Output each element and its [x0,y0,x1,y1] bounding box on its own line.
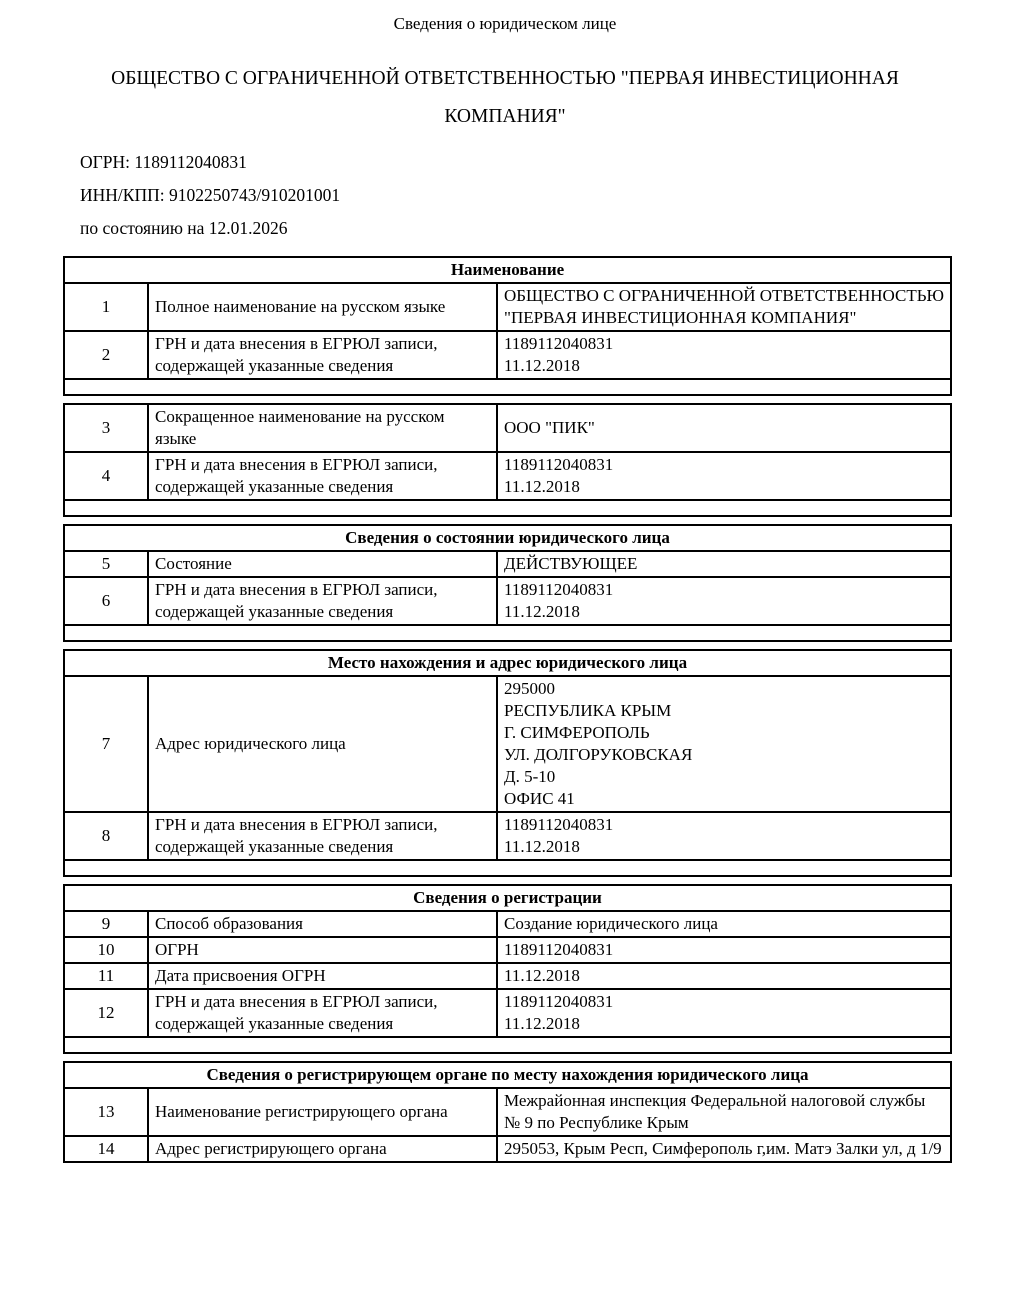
company-name-heading: ОБЩЕСТВО С ОГРАНИЧЕННОЙ ОТВЕТСТВЕННОСТЬЮ "ПЕРВАЯ ИНВЕСТИЦИОННАЯ КОМПАНИЯ" [111,68,899,127]
value-line: Создание юридического лица [504,914,718,933]
value-line: 1189112040831 [504,992,614,1011]
table-row [64,963,951,989]
section-title: Сведения о регистрирующем органе по месту нахождения юридического лица [64,1062,951,1088]
row-value [497,812,951,860]
row-label: Состояние [148,551,497,577]
row-number: 9 [64,911,148,937]
value-line: 11.12.2018 [504,837,580,856]
spacer-cell [64,379,951,395]
value-line: УЛ. ДОЛГОРУКОВСКАЯ [504,745,693,764]
row-number: 8 [64,812,148,860]
value-line: РЕСПУБЛИКА КРЫМ [504,701,672,720]
value-line: 295053, Крым Респ, Симферополь г,им. Матэ Залки ул, д 1/9 [504,1139,942,1158]
row-value [497,577,951,625]
table-row [64,283,951,331]
value-line: ДЕЙСТВУЮЩЕЕ [504,554,638,573]
section-table [63,649,952,877]
row-value [497,989,951,1037]
ogrn-line: ОГРН: 1189112040831 [80,152,247,172]
row-number: 2 [64,331,148,379]
section-title: Сведения о состоянии юридического лица [64,525,951,551]
row-number: 11 [64,963,148,989]
value-line: 1189112040831 [504,580,614,599]
spacer-row [64,625,951,641]
section-table [63,256,952,396]
row-value [497,963,951,989]
value-line: 1189112040831 [504,815,614,834]
row-label: Адрес регистрирующего органа [148,1136,497,1162]
row-label: ОГРН [148,937,497,963]
value-line: ООО "ПИК" [504,418,595,437]
row-value [497,911,951,937]
spacer-cell [64,625,951,641]
section-title: Наименование [64,257,951,283]
row-number: 5 [64,551,148,577]
as-of-date-line: по состоянию на 12.01.2026 [80,218,288,238]
table-row [64,1136,951,1162]
spacer-cell [64,1037,951,1053]
row-label: ГРН и дата внесения в ЕГРЮЛ записи, содержащей указанные сведения [148,577,497,625]
value-line: 1189112040831 [504,940,614,959]
row-number: 14 [64,1136,148,1162]
inn-kpp-line: ИНН/КПП: 9102250743/910201001 [80,185,341,205]
section-title: Место нахождения и адрес юридического лица [64,650,951,676]
section-title: Сведения о регистрации [64,885,951,911]
row-number: 3 [64,404,148,452]
section-table [63,403,952,517]
spacer-row [64,860,951,876]
value-line: 11.12.2018 [504,966,580,985]
value-line: 295000 [504,679,555,698]
row-number: 4 [64,452,148,500]
row-value [497,937,951,963]
row-value [497,331,951,379]
value-line: 1189112040831 [504,455,614,474]
section-table [63,1061,952,1163]
value-line: Д. 5-10 [504,767,556,786]
row-label: Полное наименование на русском языке [148,283,497,331]
row-value [497,404,951,452]
table-row [64,937,951,963]
row-number: 6 [64,577,148,625]
table-row [64,404,951,452]
value-line: 1189112040831 [504,334,614,353]
value-line: Межрайонная инспекция Федеральной налоговой службы № 9 по Республике Крым [504,1091,926,1132]
row-label: Наименование регистрирующего органа [148,1088,497,1136]
value-line: Г. СИМФЕРОПОЛЬ [504,723,650,742]
value-line: 11.12.2018 [504,477,580,496]
document-title: Сведения о юридическом лице [393,14,617,33]
value-line: 11.12.2018 [504,602,580,621]
row-value [497,452,951,500]
row-label: Способ образования [148,911,497,937]
section-header-row [64,885,951,911]
row-label: ГРН и дата внесения в ЕГРЮЛ записи, содержащей указанные сведения [148,989,497,1037]
sections-container [63,256,952,1163]
row-value [497,1136,951,1162]
row-label: Сокращенное наименование на русском языке [148,404,497,452]
value-line: 11.12.2018 [504,356,580,375]
value-line: ОБЩЕСТВО С ОГРАНИЧЕННОЙ ОТВЕТСТВЕННОСТЬЮ "ПЕРВАЯ ИНВЕСТИЦИОННАЯ КОМПАНИЯ" [504,286,944,327]
section-header-row [64,650,951,676]
row-label: Адрес юридического лица [148,676,497,812]
table-row [64,989,951,1037]
row-number: 7 [64,676,148,812]
row-label: ГРН и дата внесения в ЕГРЮЛ записи, содержащей указанные сведения [148,812,497,860]
section-header-row [64,525,951,551]
row-value [497,283,951,331]
spacer-row [64,379,951,395]
table-row [64,577,951,625]
spacer-cell [64,500,951,516]
value-line: 11.12.2018 [504,1014,580,1033]
section-header-row [64,257,951,283]
spacer-cell [64,860,951,876]
table-row [64,551,951,577]
row-number: 1 [64,283,148,331]
row-number: 10 [64,937,148,963]
meta-block [80,146,1010,245]
row-label: ГРН и дата внесения в ЕГРЮЛ записи, содержащей указанные сведения [148,452,497,500]
value-line: ОФИС 41 [504,789,575,808]
table-row [64,676,951,812]
section-table [63,524,952,642]
spacer-row [64,1037,951,1053]
table-row [64,911,951,937]
row-label: Дата присвоения ОГРН [148,963,497,989]
row-label: ГРН и дата внесения в ЕГРЮЛ записи, содержащей указанные сведения [148,331,497,379]
table-row [64,331,951,379]
row-value [497,676,951,812]
row-value [497,1088,951,1136]
row-number: 13 [64,1088,148,1136]
table-row [64,1088,951,1136]
row-value [497,551,951,577]
section-header-row [64,1062,951,1088]
table-row [64,452,951,500]
section-table [63,884,952,1054]
row-number: 12 [64,989,148,1037]
table-row [64,812,951,860]
spacer-row [64,500,951,516]
